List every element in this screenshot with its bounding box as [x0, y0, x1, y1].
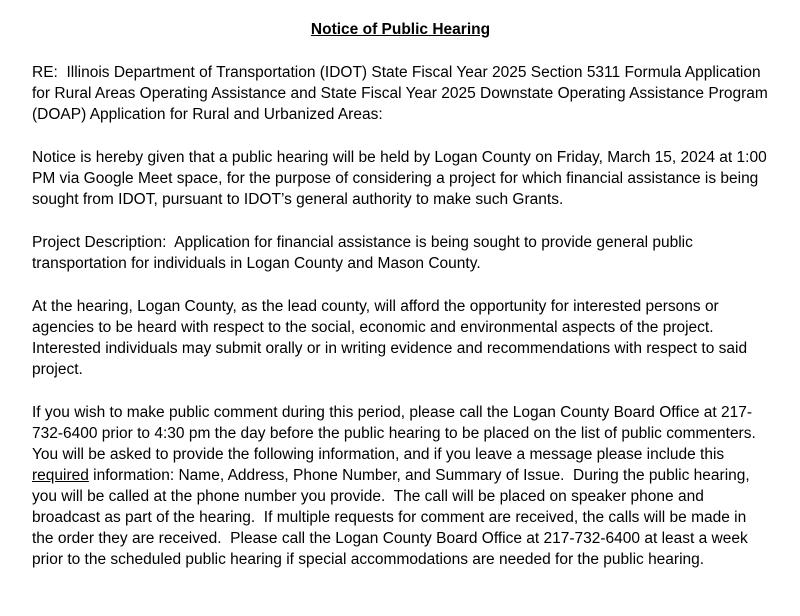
- project-description-paragraph: Project Description: Application for financial assistance is being sought to provide general public transportation for individuals in Logan County and Mason County.: [32, 234, 698, 272]
- required-underlined-word: required: [32, 467, 89, 484]
- public-comment-text-part1: If you wish to make public comment during this period, please call the Logan County Board Office at 217-732-6400 prior to 4:30 pm the day before the public hearing to be placed on the list of public commenters. You will be asked to provide the following information, and if you leave a message please include this: [32, 404, 765, 463]
- notice-paragraph: Notice is hereby given that a public hearing will be held by Logan County on Friday, March 15, 2024 at 1:00 PM via Google Meet space, for the purpose of considering a project for which financial assistance is being sought from IDOT, pursuant to IDOT’s general authority to make such Grants.: [32, 149, 771, 208]
- public-comment-text-part2: information: Name, Address, Phone Number, and Summary of Issue. During the public hearing, you will be called at the phone number you provide. The call will be placed on speaker phone and broadcast as part of the hearing. If multiple requests for comment are received, the calls will be made in the order they are received. Please call the Logan County Board Office at 217-732-6400 at least a week prior to the scheduled public hearing if special accommodations are needed for the public hearing.: [32, 467, 754, 568]
- page-title: Notice of Public Hearing: [310, 21, 491, 38]
- public-comment-paragraph: [32, 402, 769, 570]
- hearing-details-paragraph: At the hearing, Logan County, as the lead county, will afford the opportunity for interested persons or agencies to be heard with respect to the social, economic and environmental aspects of the project. Interested individuals may submit orally or in writing evidence and recommendations with respect to said project.: [32, 298, 752, 378]
- re-paragraph: RE: Illinois Department of Transportation (IDOT) State Fiscal Year 2025 Section 5311 Formula Application for Rural Areas Operating Assistance and State Fiscal Year 2025 Downstate Operating Assistance Program (DOAP) Application for Rural and Urbanized Areas:: [32, 64, 773, 123]
